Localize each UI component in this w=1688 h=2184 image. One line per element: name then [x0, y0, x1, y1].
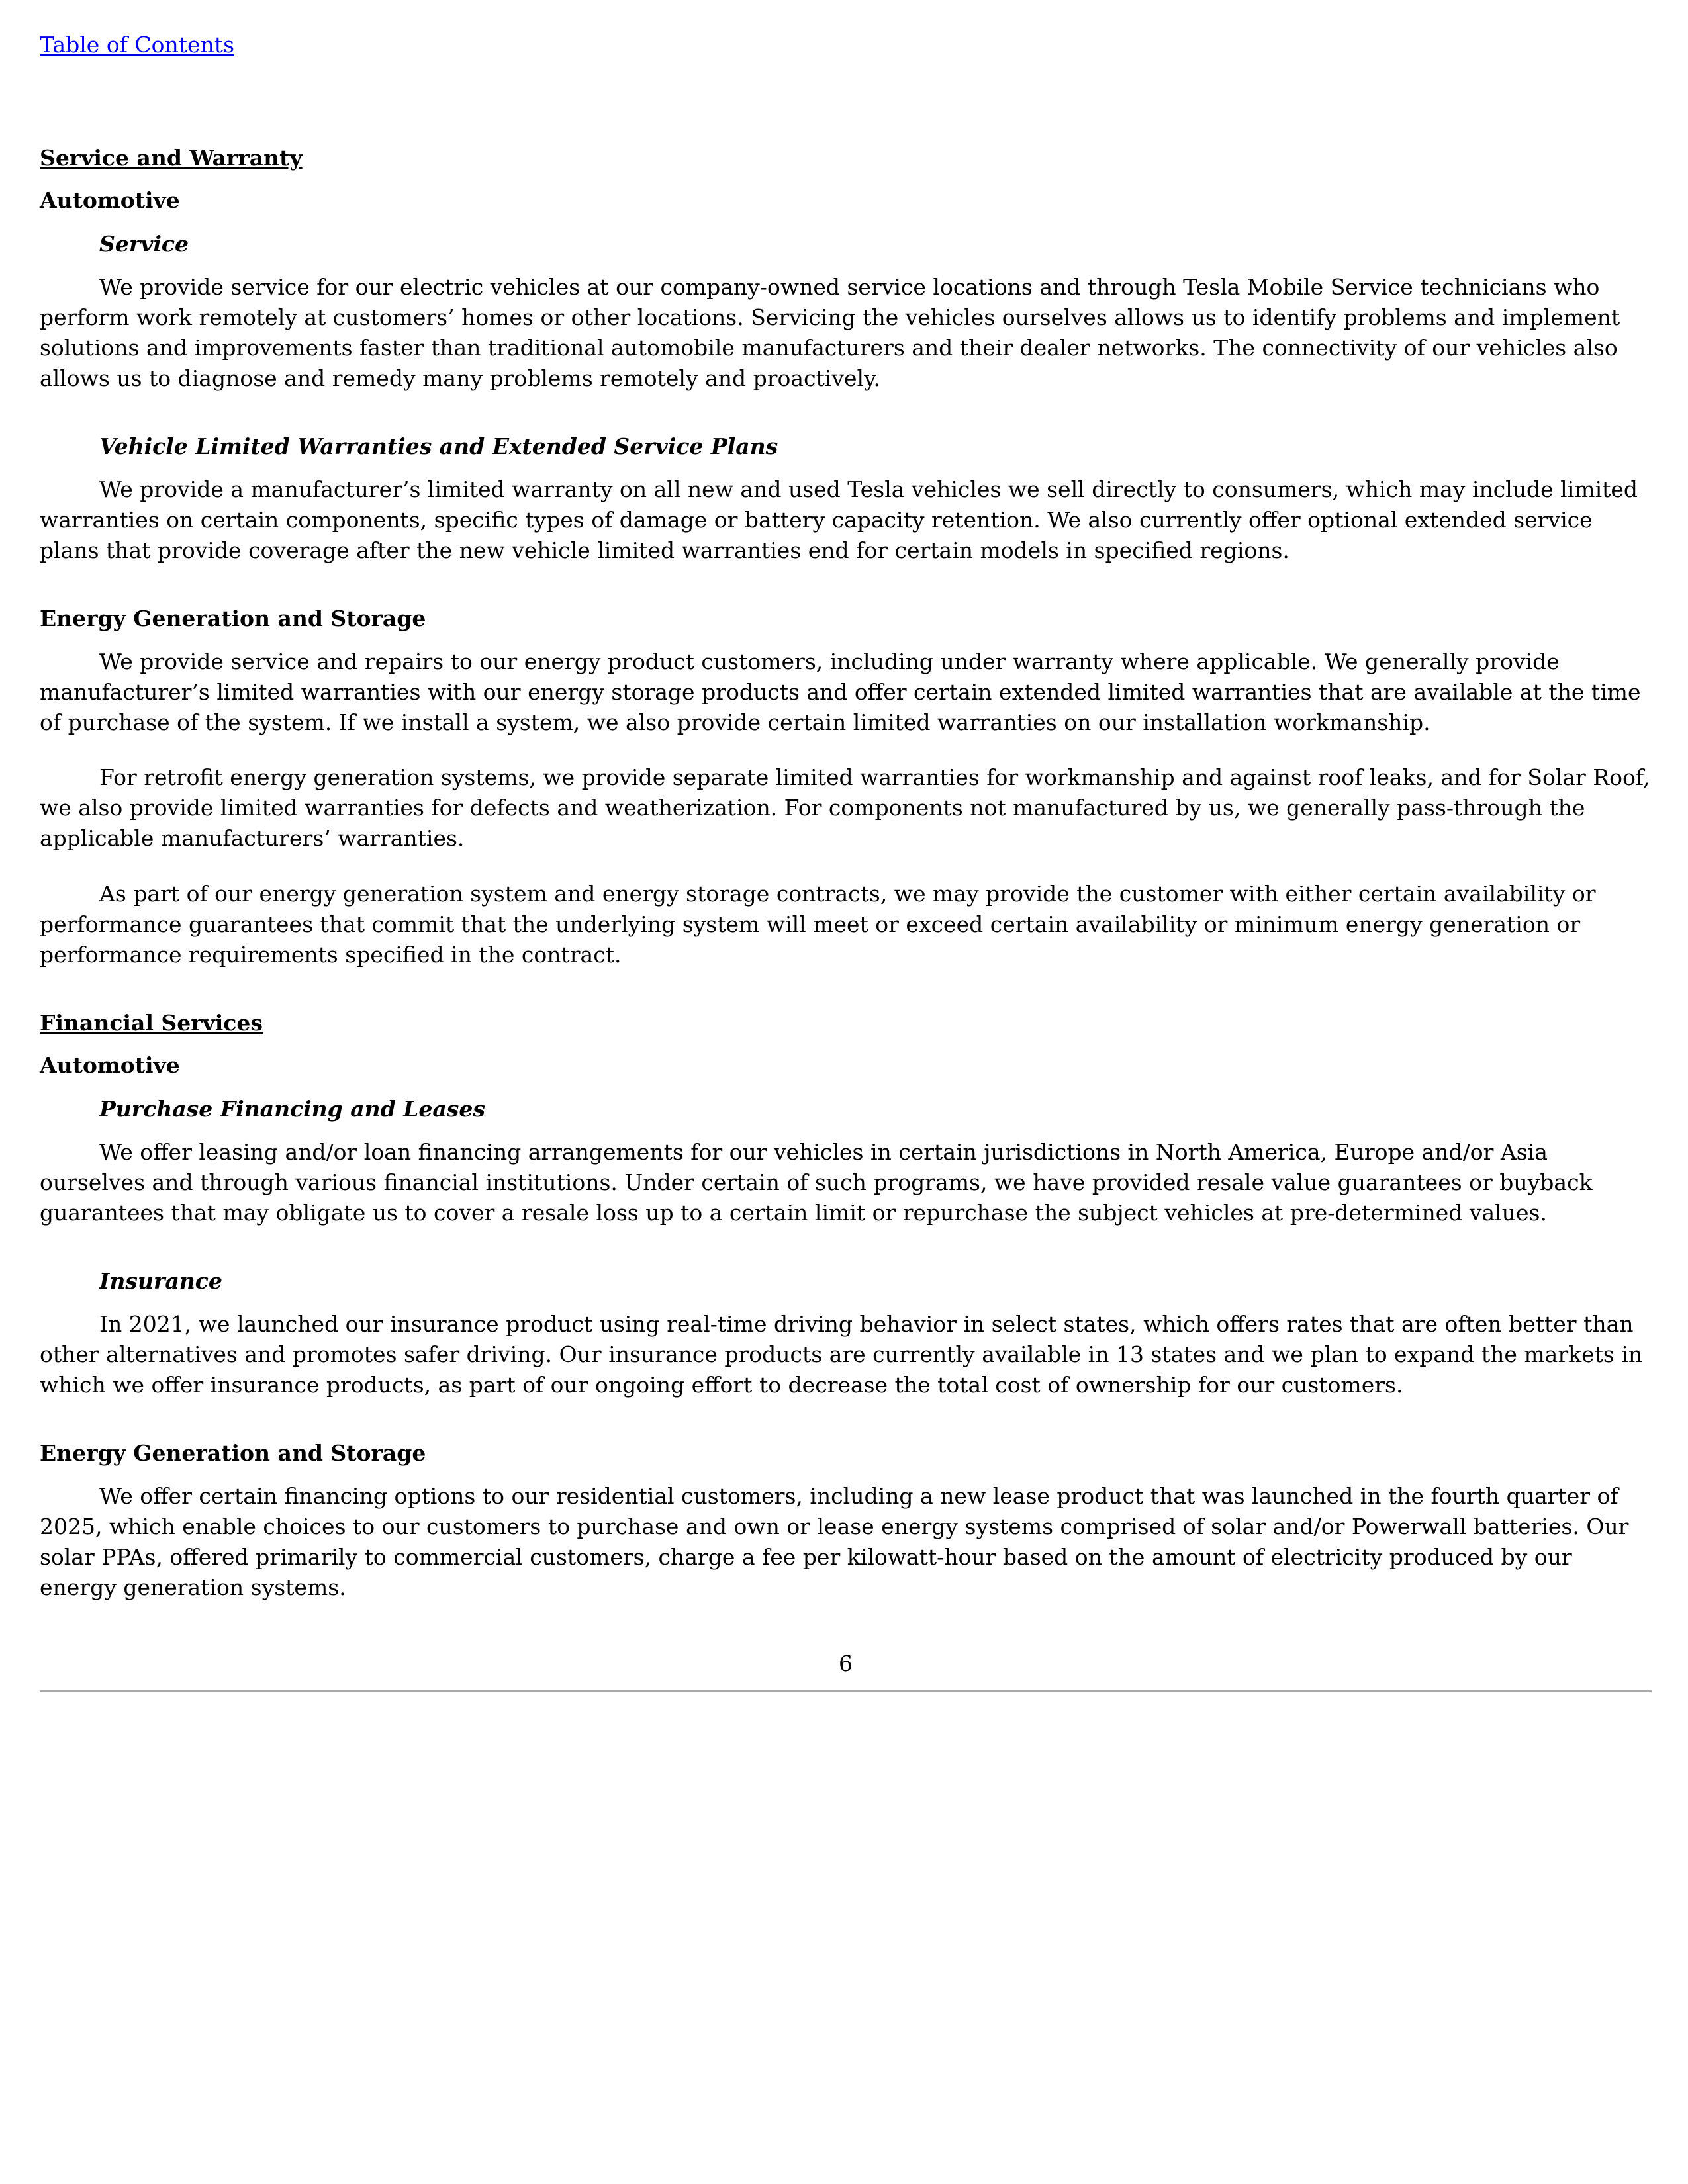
paragraph-energy-financing: We offer certain financing options to our residential customers, including a new lease product that was launched in the fourth quarter of 2025, which enable choices to our customers to purchase and own or lease energy systems comprised of solar and/or Powerwall batteries. Our solar PPAs, offered primarily to commercial customers, charge a fee per kilowatt-hour based on the amount of electricity produced by our energy generation systems. — [40, 1483, 1629, 1600]
subsubheading-purchase-financing: Purchase Financing and Leases — [99, 1096, 485, 1122]
section-title-service-warranty: Service and Warranty — [40, 145, 303, 171]
subheading-energy-financial: Energy Generation and Storage — [40, 1440, 426, 1466]
paragraph-service: We provide service for our electric vehicles at our company-owned service locations and through Tesla Mobile Service technicians who perform work remotely at customers’ homes or other locations. Servicing the vehicles ourselves allows us to identify problems and implement solutions and improvements faster than traditional automobile manufacturers and their dealer networks. The connectivity of our vehicles also allows us to diagnose and remedy many problems remotely and proactively. — [40, 274, 1620, 391]
paragraph-purchase-financing: We offer leasing and/or loan financing arrangements for our vehicles in certain jurisdictions in North America, Europe and/or Asia ourselves and through various financial institutions. Under certain of such programs, we have provided resale value guarantees or buyback guarantees that may obligate us to cover a resale loss up to a certain limit or repurchase the subject vehicles at pre-determined values. — [40, 1139, 1593, 1226]
subsubheading-service: Service — [99, 231, 189, 257]
subheading-energy-generation-storage: Energy Generation and Storage — [40, 606, 426, 631]
page-number: 6 — [839, 1651, 853, 1676]
paragraph-vehicle-warranties: We provide a manufacturer’s limited warranty on all new and used Tesla vehicles we sell directly to consumers, which may include limited warranties on certain components, specific types of damage or battery capacity retention. We also currently offer optional extended service plans that provide coverage after the new vehicle limited warranties end for certain models in specified regions. — [40, 477, 1638, 563]
subheading-automotive-financial: Automotive — [40, 1052, 180, 1078]
paragraph-energy-guarantees: As part of our energy generation system and energy storage contracts, we may provide the customer with either certain availability or performance guarantees that commit that the underlying system will meet or exceed certain availability or minimum energy generation or performance requirements specified in the contract. — [40, 881, 1596, 968]
table-of-contents-link[interactable]: Table of Contents — [40, 32, 235, 58]
subsubheading-insurance: Insurance — [99, 1268, 222, 1294]
subsubheading-vehicle-warranties: Vehicle Limited Warranties and Extended Service Plans — [99, 433, 778, 459]
subheading-automotive: Automotive — [40, 187, 180, 213]
paragraph-insurance: In 2021, we launched our insurance product using real-time driving behavior in select states, which offers rates that are often better than other alternatives and promotes safer driving. Our insurance products are currently available in 13 states and we plan to expand the markets in which we offer insurance products, as part of our ongoing effort to decrease the total cost of ownership for our customers. — [40, 1311, 1643, 1398]
paragraph-energy-service: We provide service and repairs to our energy product customers, including under warranty where applicable. We generally provide manufacturer’s limited warranties with our energy storage products and offer certain extended limited warranties that are available at the time of purchase of the system. If we install a system, we also provide certain limited warranties on our installation workmanship. — [40, 649, 1641, 735]
paragraph-energy-retrofit: For retrofit energy generation systems, we provide separate limited warranties for workmanship and against roof leaks, and for Solar Roof, we also provide limited warranties for defects and weatherization. For components not manufactured by us, we generally pass-through the applicable manufacturers’ warranties. — [40, 764, 1650, 851]
section-title-financial-services: Financial Services — [40, 1010, 263, 1036]
page-divider — [40, 1690, 1652, 1692]
